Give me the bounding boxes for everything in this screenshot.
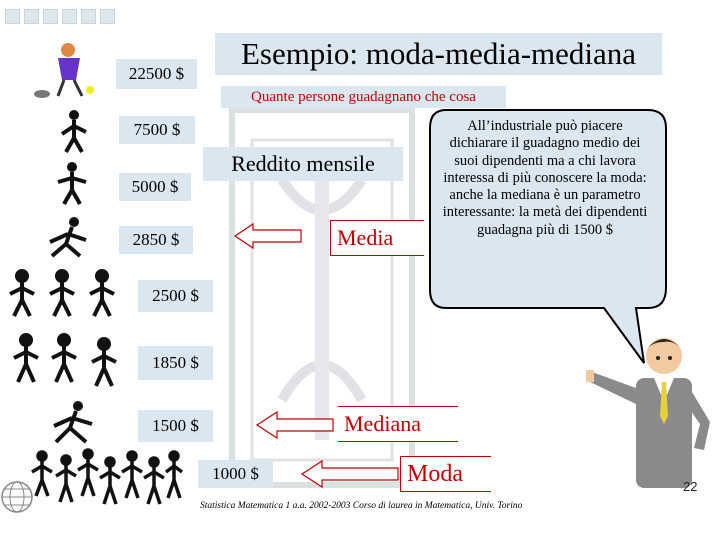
arrow-left-icon	[255, 410, 335, 440]
businessman-figure	[586, 332, 720, 492]
workers-group	[4, 268, 120, 320]
globe-icon	[0, 480, 34, 514]
footer-text: Statistica Matematica 1 a.a. 2002-2003 Corso di laurea in Matematica, Univ. Torino	[200, 501, 523, 511]
page-number: 22	[683, 479, 698, 494]
income-box-22500: 22500 $	[116, 59, 197, 89]
mediana-label: Mediana	[338, 406, 458, 442]
speech-text: All’industriale può piacere dichiarare il guadagno medio dei suoi dipendenti ma a chi lavora interessa di più conoscere la moda: anche la mediana è un parametro interessante: la metà dei dipendenti guadagna più di 1500 $	[442, 118, 648, 238]
income-box-1000: 1000 $	[198, 460, 273, 488]
header-square	[100, 9, 115, 24]
income-box-7500: 7500 $	[119, 116, 195, 144]
worker-figure	[32, 398, 112, 448]
worker-figure	[52, 160, 92, 206]
arrow-left-icon	[300, 459, 400, 489]
workers-group	[8, 330, 124, 390]
header-square	[62, 9, 77, 24]
income-box-5000: 5000 $	[119, 173, 191, 201]
header-square	[5, 9, 20, 24]
income-box-2850: 2850 $	[119, 226, 193, 254]
section-label: Reddito mensile	[203, 147, 403, 181]
header-square	[43, 9, 58, 24]
worker-figure	[54, 108, 94, 154]
rich-figure	[30, 40, 102, 100]
workers-crowd	[30, 446, 186, 518]
header-square	[81, 9, 96, 24]
slide-title: Esempio: moda-media-mediana	[215, 33, 662, 75]
moda-label: Moda	[400, 456, 491, 492]
slide-subtitle: Quante persone guadagnano che cosa	[221, 86, 506, 108]
arrow-left-icon	[233, 222, 303, 250]
income-box-1500: 1500 $	[138, 410, 213, 442]
income-box-1850: 1850 $	[138, 346, 213, 380]
media-label: Media	[330, 220, 424, 256]
income-box-2500: 2500 $	[138, 280, 213, 312]
worker-figure	[40, 214, 100, 260]
header-square	[24, 9, 39, 24]
